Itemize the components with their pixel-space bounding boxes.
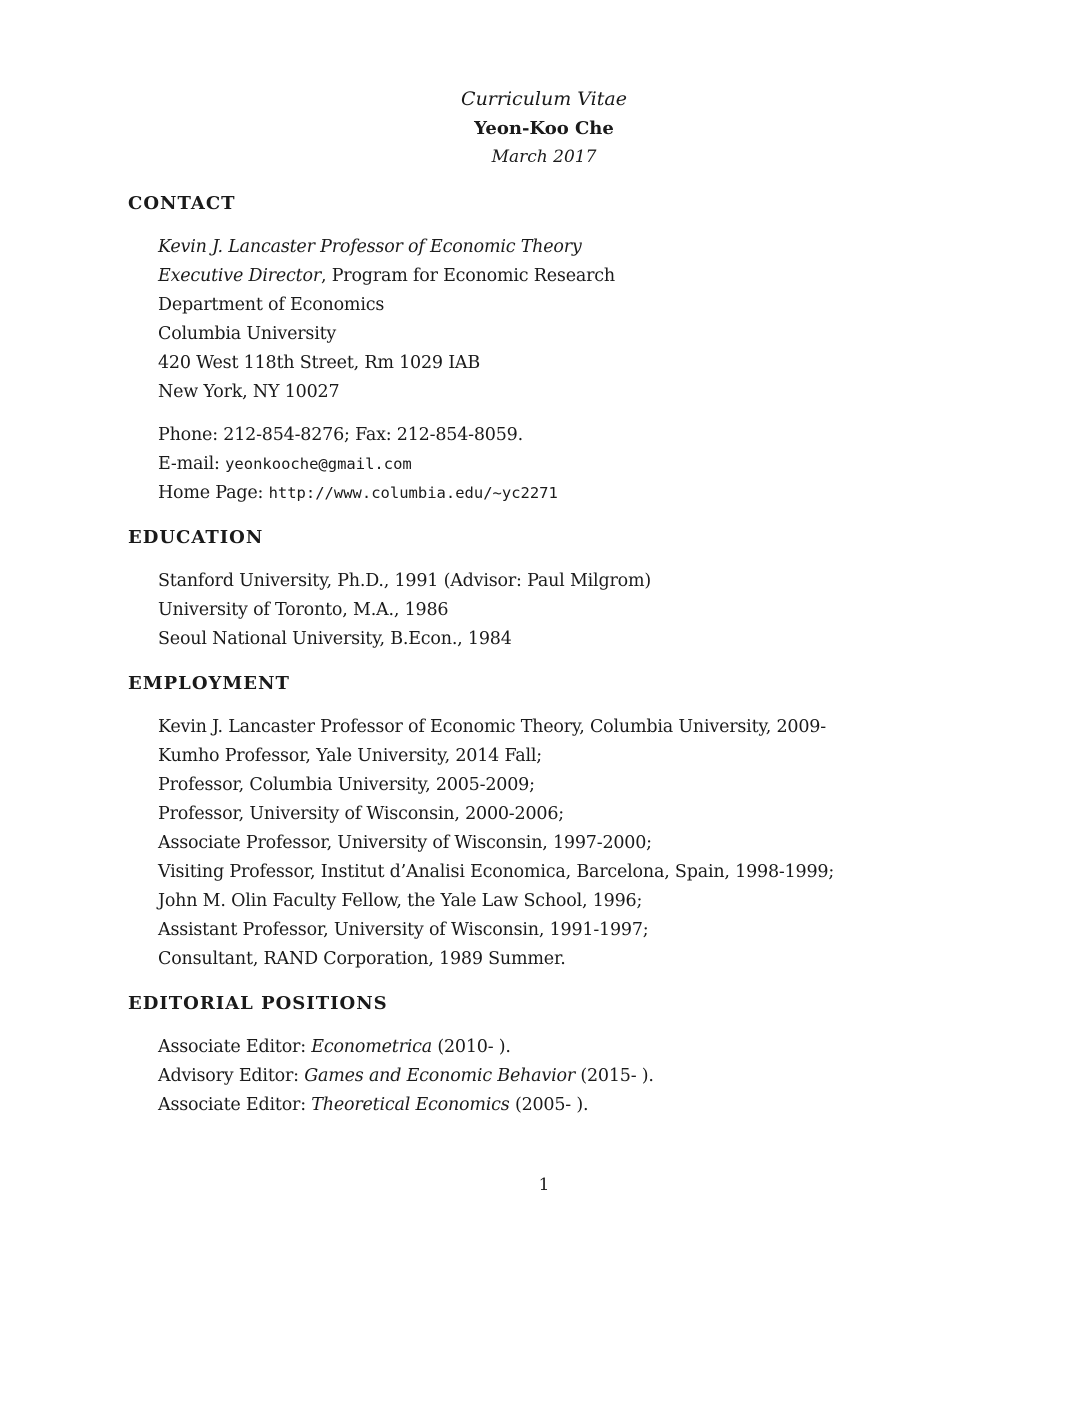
contact-phone: Phone: 212-854-8276; Fax: 212-854-8059. bbox=[158, 425, 523, 445]
education-item: Stanford University, Ph.D., 1991 (Advisor: Paul Milgrom) bbox=[158, 571, 651, 591]
editorial-years: (2010- ). bbox=[432, 1037, 511, 1057]
contact-title-2 bbox=[158, 266, 615, 286]
editorial-journal: Econometrica bbox=[311, 1037, 432, 1057]
email-label: E-mail: bbox=[158, 454, 226, 474]
editorial-role: Associate Editor: bbox=[158, 1037, 312, 1057]
education-item: University of Toronto, M.A., 1986 bbox=[158, 600, 449, 620]
education-heading: EDUCATION bbox=[128, 527, 264, 548]
editorial-heading: EDITORIAL POSITIONS bbox=[128, 993, 388, 1014]
contact-homepage-line bbox=[158, 483, 558, 503]
document-date: March 2017 bbox=[491, 147, 597, 167]
homepage-label: Home Page: bbox=[158, 483, 269, 503]
contact-title-1: Kevin J. Lancaster Professor of Economic Theory bbox=[158, 237, 582, 257]
employment-item: Professor, Columbia University, 2005-2009; bbox=[158, 775, 535, 795]
editorial-years: (2015- ). bbox=[575, 1066, 654, 1086]
contact-email-line bbox=[158, 454, 412, 474]
email-link[interactable]: yeonkooche@gmail.com bbox=[225, 455, 412, 473]
education-item: Seoul National University, B.Econ., 1984 bbox=[158, 629, 512, 649]
editorial-years: (2005- ). bbox=[509, 1095, 589, 1115]
editorial-role: Advisory Editor: bbox=[158, 1066, 305, 1086]
editorial-item bbox=[158, 1095, 588, 1115]
contact-street: 420 West 118th Street, Rm 1029 IAB bbox=[158, 353, 481, 373]
employment-item: John M. Olin Faculty Fellow, the Yale Law School, 1996; bbox=[158, 891, 643, 911]
contact-title-2-role: Executive Director bbox=[158, 266, 321, 286]
contact-university: Columbia University bbox=[158, 324, 337, 344]
employment-item: Visiting Professor, Institut d’Analisi Economica, Barcelona, Spain, 1998-1999; bbox=[158, 862, 835, 882]
author-name: Yeon-Koo Che bbox=[474, 118, 614, 139]
employment-item: Kevin J. Lancaster Professor of Economic Theory, Columbia University, 2009- bbox=[158, 717, 826, 737]
homepage-link[interactable]: http://www.columbia.edu/~yc2271 bbox=[268, 484, 558, 502]
employment-item: Professor, University of Wisconsin, 2000-2006; bbox=[158, 804, 564, 824]
editorial-item bbox=[158, 1037, 511, 1057]
editorial-journal: Games and Economic Behavior bbox=[304, 1066, 575, 1086]
page-number: 1 bbox=[538, 1175, 550, 1195]
contact-title-2-rest: , Program for Economic Research bbox=[321, 266, 615, 286]
employment-item: Consultant, RAND Corporation, 1989 Summer. bbox=[158, 949, 566, 969]
document-title: Curriculum Vitae bbox=[461, 88, 627, 110]
employment-item: Kumho Professor, Yale University, 2014 Fall; bbox=[158, 746, 542, 766]
editorial-item bbox=[158, 1066, 654, 1086]
contact-department: Department of Economics bbox=[158, 295, 385, 315]
editorial-role: Associate Editor: bbox=[158, 1095, 312, 1115]
contact-heading: CONTACT bbox=[128, 193, 236, 214]
contact-city: New York, NY 10027 bbox=[158, 382, 340, 402]
employment-item: Assistant Professor, University of Wisconsin, 1991-1997; bbox=[158, 920, 649, 940]
editorial-journal: Theoretical Economics bbox=[311, 1095, 510, 1115]
employment-heading: EMPLOYMENT bbox=[128, 673, 290, 694]
employment-item: Associate Professor, University of Wisconsin, 1997-2000; bbox=[158, 833, 652, 853]
